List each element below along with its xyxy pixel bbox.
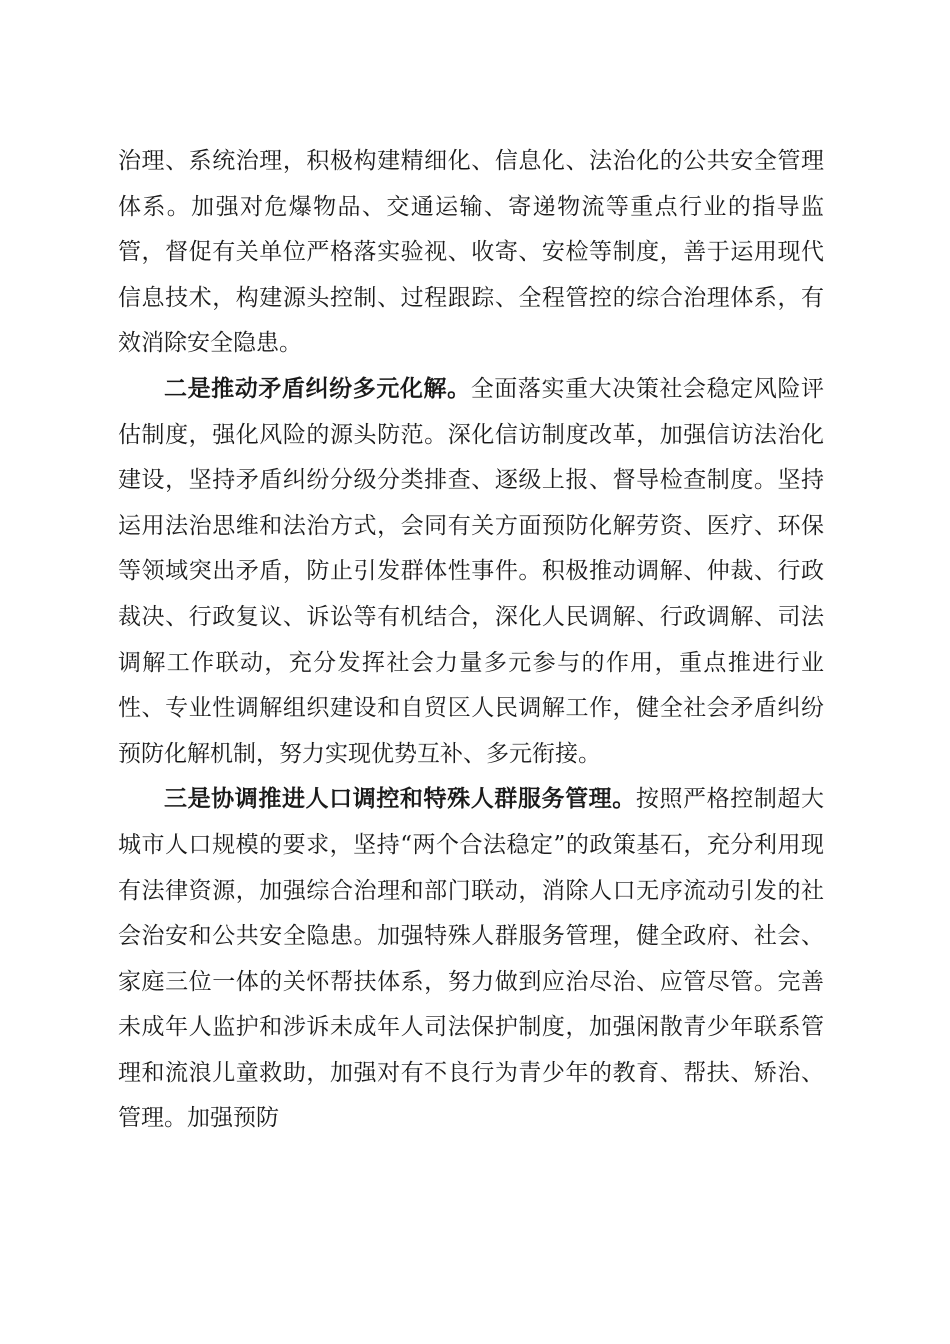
paragraph-2-heading: 二是推动矛盾纠纷多元化解。 (164, 375, 471, 402)
document-body (118, 139, 824, 1142)
paragraph-1-text: 治理、系统治理，积极构建精细化、信息化、法治化的公共安全管理体系。加强对危爆物品、交通运输、寄递物流等重点行业的指导监管，督促有关单位严格落实验视、收寄、安检等制度，善于运用现代信息技术，构建源头控制、过程跟踪、全程管控的综合治理体系，有效消除安全隐患。 (118, 148, 824, 357)
paragraph-2 (118, 367, 824, 777)
paragraph-1 (118, 139, 824, 367)
paragraph-3 (118, 777, 824, 1142)
paragraph-3-heading: 三是协调推进人口调控和特殊人群服务管理。 (164, 786, 636, 813)
paragraph-3-text: 按照严格控制超大城市人口规模的要求，坚持“两个合法稳定”的政策基石，充分利用现有法律资源，加强综合治理和部门联动，消除人口无序流动引发的社会治安和公共安全隐患。加强特殊人群服务管理，健全政府、社会、家庭三位一体的关怀帮扶体系，努力做到应治尽治、应管尽管。完善未成年人监护和涉诉未成年人司法保护制度，加强闲散青少年联系管理和流浪儿童救助，加强对有不良行为青少年的教育、帮扶、矫治、管理。加强预防 (118, 786, 825, 1132)
paragraph-2-text: 全面落实重大决策社会稳定风险评估制度，强化风险的源头防范。深化信访制度改革，加强信访法治化建设，坚持矛盾纠纷分级分类排查、逐级上报、督导检查制度。坚持运用法治思维和法治方式，会同有关方面预防化解劳资、医疗、环保等领域突出矛盾，防止引发群体性事件。积极推动调解、仲裁、行政裁决、行政复议、诉讼等有机结合，深化人民调解、行政调解、司法调解工作联动，充分发挥社会力量多元参与的作用，重点推进行业性、专业性调解组织建设和自贸区人民调解工作，健全社会矛盾纠纷预防化解机制，努力实现优势互补、多元衔接。 (118, 375, 825, 767)
